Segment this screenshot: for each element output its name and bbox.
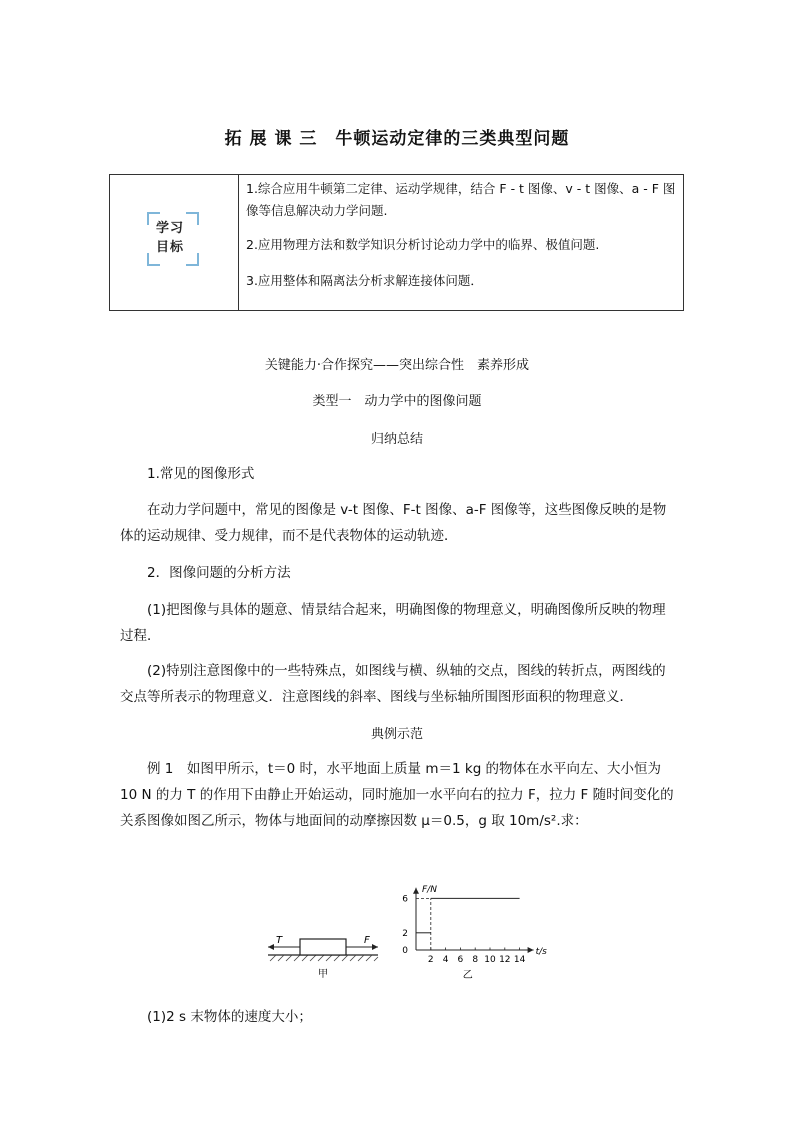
section-header: 关键能力·合作探究——突出综合性 素养形成 xyxy=(264,358,530,373)
caption-jia: 甲 xyxy=(318,969,328,980)
block xyxy=(300,939,346,955)
x-tick-label: 4 xyxy=(442,955,449,965)
x-axis-arrow xyxy=(528,947,534,953)
y-tick-label: 2 xyxy=(402,928,408,939)
subheading-block-2 xyxy=(120,560,676,586)
type-header: 类型一 动力学中的图像问题 xyxy=(312,394,482,409)
goal-item-2: 2.应用物理方法和数学知识分析讨论动力学中的临界、极值问题. xyxy=(246,237,600,252)
y-tick-label: 6 xyxy=(402,894,408,905)
question-block xyxy=(120,1004,676,1030)
x-axis-label: t/s xyxy=(535,947,547,957)
x-tick-labels xyxy=(428,955,526,965)
example-block xyxy=(120,756,676,834)
figure-yi-chart xyxy=(390,842,570,984)
subheading-1: 1.常见的图像形式 xyxy=(147,466,255,482)
learning-goals-table xyxy=(109,174,684,311)
dashed-guides xyxy=(416,898,431,950)
x-tick-label: 6 xyxy=(457,955,464,965)
label-t: T xyxy=(276,935,283,946)
badge-line-1: 学习 xyxy=(156,221,185,236)
y-axis-label: F/N xyxy=(422,884,437,895)
subheading-2: 2．图像问题的分析方法 xyxy=(147,565,291,581)
paragraph-1: 在动力学问题中，常见的图像是 v-t 图像、F-t 图像、a-F 图像等，这些图像反映的是物体的运动规律、受力规律，而不是代表物体的运动轨迹． xyxy=(120,502,667,544)
subheading-forms xyxy=(120,461,676,487)
summary-header: 归纳总结 xyxy=(370,432,423,447)
x-tick-label: 2 xyxy=(427,955,434,965)
paragraph-3: (2)特别注意图像中的一些特殊点，如图线与横、纵轴的交点，图线的转折点，两图线的交点等所表示的物理意义．注意图线的斜率、图线与坐标轴所围图形面积的物理意义． xyxy=(120,663,666,705)
x-tick-label: 8 xyxy=(472,955,479,965)
y-tick-labels xyxy=(402,894,408,956)
paragraph-block-1 xyxy=(120,497,676,549)
series-lines xyxy=(416,898,520,932)
force-t-arrow xyxy=(268,944,300,950)
goals-label-cell xyxy=(110,175,239,310)
x-tick-label: 10 xyxy=(484,955,496,965)
figure-jia xyxy=(262,925,384,985)
hatched-ground xyxy=(268,955,378,961)
learning-goals-badge-icon xyxy=(146,211,200,267)
goals-content-cell xyxy=(246,175,677,292)
x-tick-label: 14 xyxy=(513,955,526,965)
example-header: 典例示范 xyxy=(370,727,423,742)
caption-yi: 乙 xyxy=(462,970,473,981)
page-title: 拓 展 课 三 牛顿运动定律的三类典型问题 xyxy=(224,129,570,149)
x-tick-label: 12 xyxy=(499,955,511,965)
question-1: (1)2 s 末物体的速度大小； xyxy=(147,1009,312,1025)
paragraph-2: (1)把图像与具体的题意、情景结合起来，明确图像的物理意义，明确图像所反映的物理过程． xyxy=(120,602,666,644)
label-f: F xyxy=(364,935,370,946)
badge-line-2: 目标 xyxy=(156,240,185,255)
force-f-arrow xyxy=(346,944,378,950)
example-text: 例 1 如图甲所示，t＝0 时，水平地面上质量 m＝1 kg 的物体在水平向左、大小恒为 10 N 的力 T 的作用下由静止开始运动，同时施加一水平向右的拉力 F，拉力 F 随时间变化的关系图像如图乙所示，物体与地面间的动摩擦因数 μ＝0.5，g 取 10m/s².求： xyxy=(120,761,674,829)
goal-item-3: 3.应用整体和隔离法分析求解连接体问题． xyxy=(246,273,483,288)
paragraph-block-3 xyxy=(120,658,676,710)
paragraph-block-2 xyxy=(120,597,676,649)
goal-item-1: 1.综合应用牛顿第二定律、运动学规律，结合 F - t 图像、v - t 图像、a - F 图像等信息解决动力学问题. xyxy=(246,181,676,218)
y-tick-label: 0 xyxy=(402,946,408,956)
y-axis-arrow xyxy=(413,888,419,894)
